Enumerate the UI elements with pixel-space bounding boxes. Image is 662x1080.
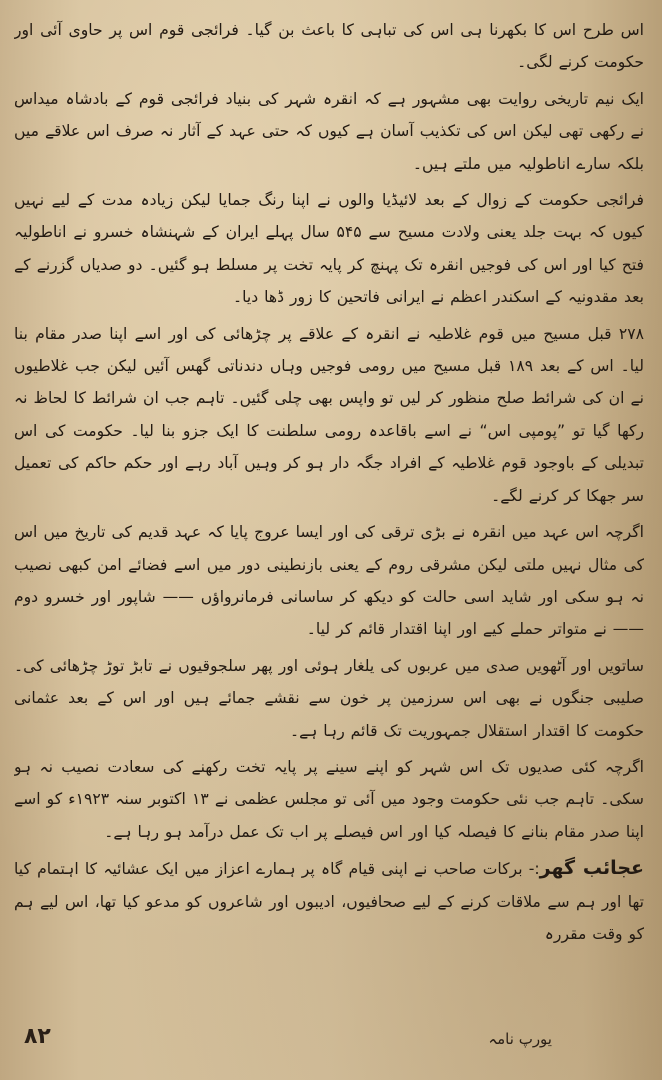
paragraph-4: ۲۷۸ قبل مسیح میں قوم غلاطیہ نے انقرہ کے علاقے پر چڑھائی کی اور اسے اپنا صدر مقام بنا لیا۔ اس کے بعد ۱۸۹ قبل مسیح میں رومی فوجیں وہاں دندناتی گھس آئیں لیکن جب غلاطیوں نے ان کی شرائط صلح منظور کر لیں تو واپس بھی چلی گئیں۔ تاہم جب ان شرائط کا لحاظ نہ رکھا گیا تو ”پومپی اس“ نے اسے باقاعدہ رومی سلطنت کا ایک جزو بنا لیا۔ حکومت کی اس تبدیلی کے باوجود قوم غلاطیہ کے افراد جگہ دار ہو کر وہیں آباد رہے اور حکم حاکم کی تعمیل سر جھکا کر کرنے لگے۔ <box>14 324 644 505</box>
page-text-body <box>14 14 644 1024</box>
closing-paragraph-text: :- برکات صاحب نے اپنی قیام گاہ پر ہمارے اعزاز میں ایک عشائیہ کا اہتمام کیا تھا اور ہم سے ملاقات کرنے کے لیے صحافیوں، ادیبوں اور شاعروں کو مدعو کیا تھا، اس لیے ہم کو وقت مقررہ <box>14 860 644 943</box>
paragraph-3: فرائجی حکومت کے زوال کے بعد لائیڈیا والوں نے اپنا رنگ جمایا لیکن زیادہ مدت کے لیے نہیں کیوں کہ بہت جلد یعنی ولادت مسیح سے ۵۴۵ سال پہلے ایران کے شہنشاہ خسرو نے اناطولیہ فتح کیا اور اس کی فوجیں انقرہ تک پہنچ کر پایہ تخت پر مسلط ہو گئیں۔ دو صدیاں گزرنے کے بعد مقدونیہ کے اسکندر اعظم نے ایرانی فاتحین کا زور ڈھا دیا۔ <box>14 191 644 307</box>
page-number: ۸۲ <box>24 1024 51 1049</box>
paragraph-1: اس طرح اس کا بکھرنا ہی اس کی تباہی کا باعث بن گیا۔ فرائجی قوم اس پر حاوی آئی اور حکومت کرنے لگی۔ <box>14 21 644 72</box>
page-footer <box>0 1018 662 1080</box>
section-heading-museum: عجائب گھر <box>539 857 644 880</box>
paragraph-7: اگرچہ کئی صدیوں تک اس شہر کو اپنے سینے پر پایہ تخت رکھنے کی سعادت نصیب نہ ہو سکی۔ تاہم جب نئی حکومت وجود میں آئی تو مجلس عظمی نے ۱۳ اکتوبر سنہ ۱۹۲۳ء کو اسے اپنا صدر مقام بنانے کا فیصلہ کیا اور اس فیصلے پر اب تک عمل درآمد ہو رہا ہے۔ <box>14 757 644 841</box>
paragraph-5: اگرچہ اس عہد میں انقرہ نے بڑی ترقی کی اور ایسا عروج پایا کہ عہد قدیم کی تاریخ میں اس کی مثال نہیں ملتی لیکن مشرقی روم کے یعنی بازنطینی دور میں اسے فضائے امن کبھی نصیب نہ ہو سکی اور شاید اسی حالت کو دیکھ کر ساسانی فرمانرواؤں —— شاپور اور خسرو دوم —— نے متواتر حملے کیے اور اپنا اقتدار قائم کر لیا۔ <box>14 523 644 639</box>
running-title: یورپ نامہ <box>488 1030 552 1048</box>
closing-paragraph <box>14 852 644 950</box>
paragraph-6: ساتویں اور آٹھویں صدی میں عربوں کی یلغار ہوئی اور پھر سلجوقیوں نے تابڑ توڑ چڑھائی کی۔ صلیبی جنگوں نے بھی اس سرزمین پر خون سے نقشے جمائے ہیں اور اس کے بعد عثمانی حکومت کا اقتدار استقلال جمہوریت تک قائم رہا ہے۔ <box>14 656 644 740</box>
paragraph-2: ایک نیم تاریخی روایت بھی مشہور ہے کہ انقرہ شہر کی بنیاد فرائجی قوم کے بادشاہ میداس نے رکھی تھی لیکن اس کی تکذیب آسان ہے کیوں کہ حتی عہد کے آثار نہ صرف اس علاقے میں بلکہ سارے اناطولیہ میں ملتے ہیں۔ <box>14 89 644 173</box>
